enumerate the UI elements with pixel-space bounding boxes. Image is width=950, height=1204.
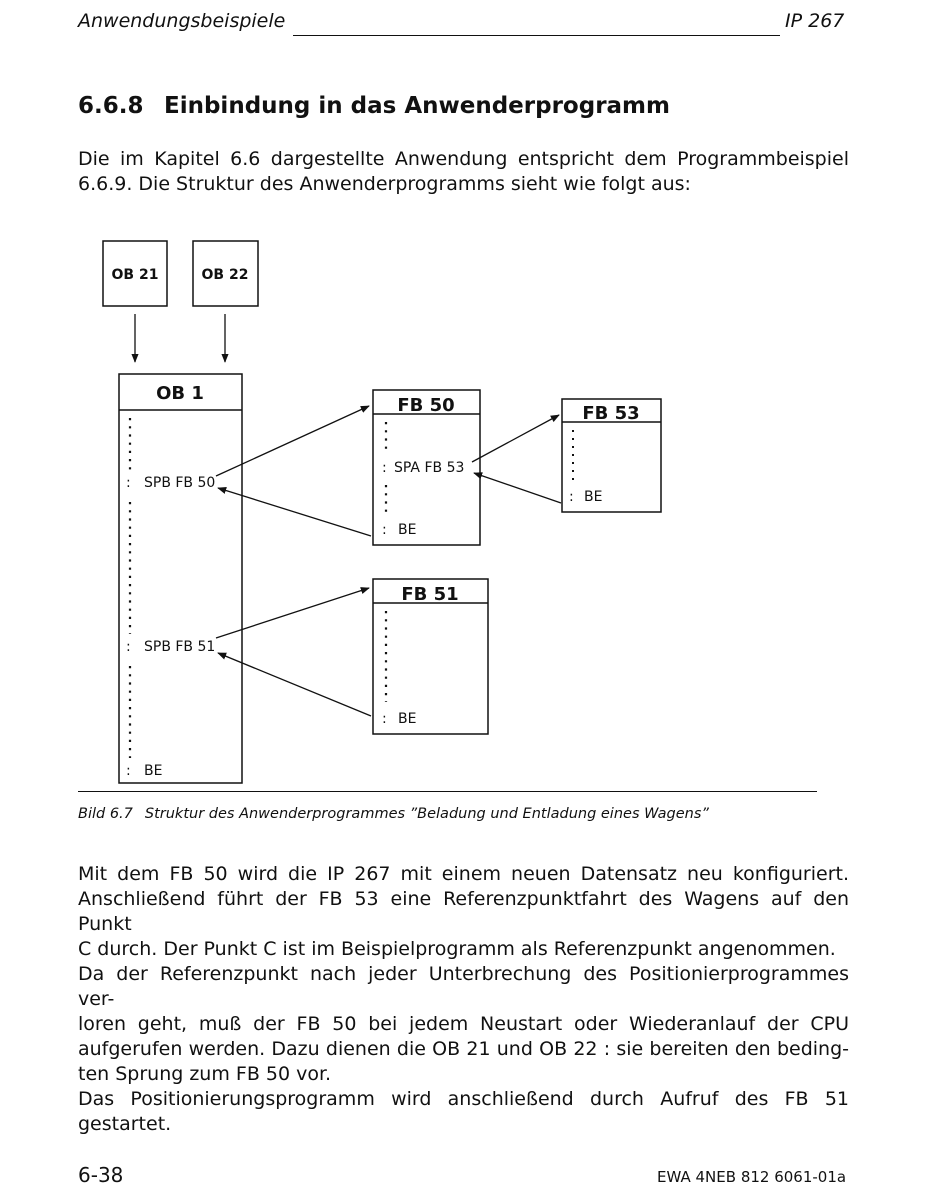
svg-text::: : <box>382 522 387 538</box>
figure-rule <box>78 791 817 792</box>
section-number: 6.6.8 <box>78 93 144 119</box>
ob1-block <box>119 374 242 783</box>
ob21-label: OB 21 <box>111 267 159 283</box>
ob22-label: OB 22 <box>201 267 249 283</box>
running-header-right: IP 267 <box>785 10 845 32</box>
body-line: ten Sprung zum FB 50 vor. <box>78 1063 332 1085</box>
svg-text::: : <box>569 489 574 505</box>
intro-line: Die im Kapitel 6.6 dargestellte Anwendung entspricht dem Programmbeispiel <box>78 148 849 170</box>
ob21-block <box>103 241 167 306</box>
body-line: loren geht, muß der FB 50 bei jedem Neustart oder Wiederanlauf der CPU <box>78 1013 849 1035</box>
return-fb51-arrow <box>218 653 371 716</box>
caption-text: Struktur des Anwenderprogrammes ”Beladung und Entladung eines Wagens” <box>144 806 709 822</box>
call-fb50-arrow <box>216 406 369 476</box>
caption-label: Bild 6.7 <box>78 806 133 822</box>
fb51-block <box>373 579 488 734</box>
ob1-call-fb50: SPB FB 50 <box>144 475 216 491</box>
call-fb51-arrow <box>216 588 369 638</box>
fb50-end: BE <box>398 522 417 538</box>
body-line: gestartet. <box>78 1113 172 1135</box>
document-id: EWA 4NEB 812 6061-01a <box>657 1168 847 1186</box>
svg-text::: : <box>126 763 131 779</box>
intro-line: 6.6.9. Die Struktur des Anwenderprogramms sieht wie folgt aus: <box>78 173 691 195</box>
fb50-call-fb53: SPA FB 53 <box>394 460 465 476</box>
fb53-block <box>562 399 661 512</box>
return-fb50-arrow <box>218 488 371 536</box>
fb53-end: BE <box>584 489 603 505</box>
ob1-end: BE <box>144 763 163 779</box>
ob1-call-fb51: SPB FB 51 <box>144 639 216 655</box>
call-fb53-arrow <box>472 415 559 462</box>
fb51-end: BE <box>398 711 417 727</box>
body-line: Mit dem FB 50 wird die IP 267 mit einem neuen Datensatz neu konfiguriert. <box>78 863 849 885</box>
svg-text::: : <box>382 460 387 476</box>
body-line: C durch. Der Punkt C ist im Beispielprogramm als Referenzpunkt angenommen. <box>78 938 836 960</box>
running-header-left: Anwendungsbeispiele <box>78 10 286 32</box>
svg-text::: : <box>382 711 387 727</box>
svg-text::: : <box>126 639 131 655</box>
page-number: 6-38 <box>78 1163 124 1187</box>
body-line: aufgerufen werden. Dazu dienen die OB 21 und OB 22 : sie bereiten den beding- <box>78 1038 849 1060</box>
return-fb53-arrow <box>474 473 561 503</box>
body-line: Anschließend führt der FB 53 eine Referenzpunktfahrt des Wagens auf den Punkt <box>78 888 849 935</box>
fb53-title: FB 53 <box>582 403 640 424</box>
body-line: Das Positionierungsprogramm wird anschließend durch Aufruf des FB 51 <box>78 1088 849 1110</box>
ob22-block <box>193 241 258 306</box>
fb50-title: FB 50 <box>397 395 455 416</box>
body-line: Da der Referenzpunkt nach jeder Unterbrechung des Positionierprogrammes ver- <box>78 963 849 1010</box>
body-paragraph <box>78 862 849 1137</box>
fb50-block <box>373 390 480 545</box>
figure-caption <box>78 806 709 822</box>
svg-text::: : <box>126 475 131 491</box>
section-title: Einbindung in das Anwenderprogramm <box>164 93 670 119</box>
ob1-title: OB 1 <box>156 383 204 404</box>
fb51-title: FB 51 <box>401 584 459 605</box>
